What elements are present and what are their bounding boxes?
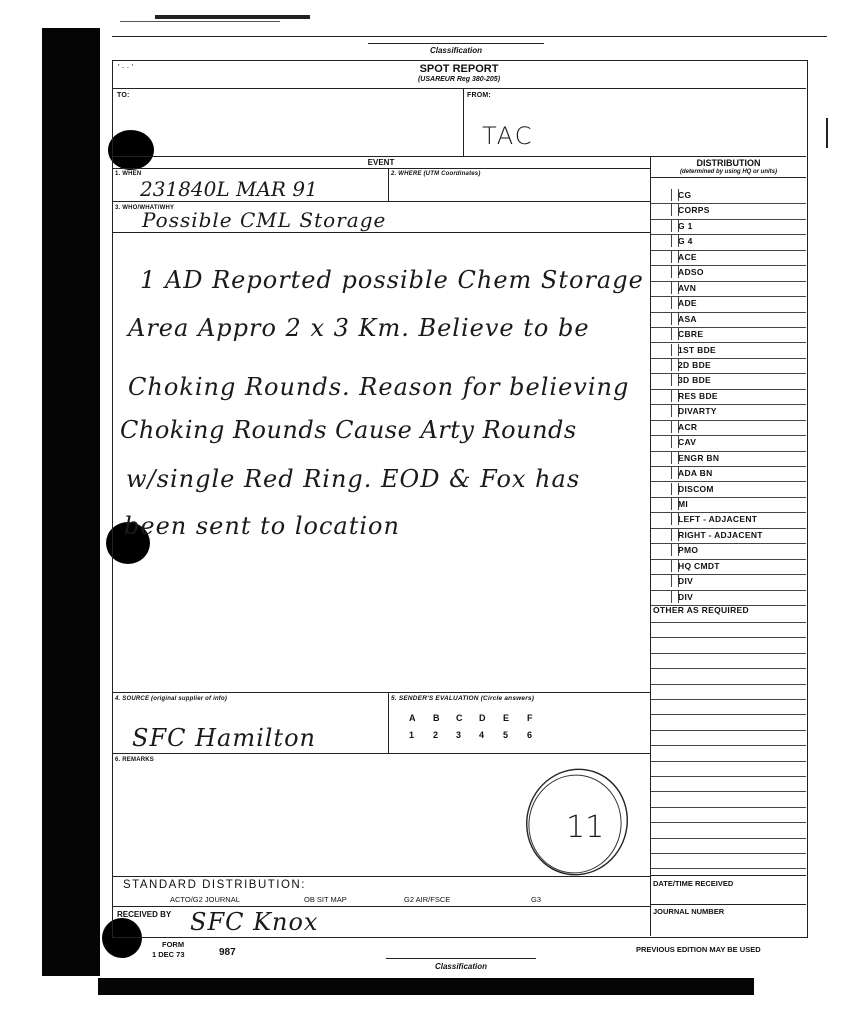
distribution-item-label: G 4 <box>678 236 693 247</box>
scan-border-bottom <box>98 978 754 995</box>
other-row-line <box>651 791 806 792</box>
form-title: SPOT REPORT <box>419 63 499 75</box>
distribution-row <box>651 466 806 482</box>
other-row-line <box>651 745 806 746</box>
distribution-item-label: ACE <box>678 251 697 262</box>
evaluation-letter[interactable]: B <box>433 713 440 723</box>
distribution-row <box>651 482 806 498</box>
distribution-row <box>651 389 806 405</box>
distribution-row <box>651 420 806 436</box>
received-by-value: SFC Knox <box>190 908 319 936</box>
distribution-item-label: RES BDE <box>678 390 718 401</box>
evaluation-letter[interactable]: D <box>479 713 486 723</box>
distribution-item-label: ASA <box>678 313 697 324</box>
standard-distribution-label: STANDARD DISTRIBUTION: <box>123 879 306 891</box>
when-value: 231840L MAR 91 <box>140 177 318 201</box>
distribution-subtitle: (determined by using HQ or units) <box>679 169 777 175</box>
distribution-item-label: PMO <box>678 545 699 556</box>
distribution-item-label: 2D BDE <box>678 359 711 370</box>
distribution-item-label: ENGR BN <box>678 452 720 463</box>
distribution-row <box>651 373 806 389</box>
distribution-item-label: DISCOM <box>678 483 714 494</box>
where-label: 2. WHERE (UTM Coordinates) <box>391 171 481 177</box>
remarks-label: 6. REMARKS <box>115 757 155 763</box>
evaluation-number[interactable]: 3 <box>456 730 462 740</box>
distribution-item-label: G 1 <box>678 220 693 231</box>
distribution-row <box>651 451 806 467</box>
distribution-row <box>651 343 806 359</box>
narrative-line: 1 AD Reported possible Chem Storage <box>140 266 644 294</box>
distribution-item-label: 3D BDE <box>678 375 711 386</box>
distribution-item-label: 1ST BDE <box>678 344 716 355</box>
other-row-line <box>651 622 806 623</box>
narrative-line: been sent to location <box>124 512 400 540</box>
distribution-item-label: ACR <box>678 421 698 432</box>
narrative-line: Choking Rounds Cause Arty Rounds <box>120 416 577 444</box>
other-row-line <box>651 822 806 823</box>
distribution-row <box>651 296 806 312</box>
distribution-row <box>651 559 806 575</box>
date-time-received-label: DATE/TIME RECEIVED <box>653 879 734 888</box>
other-row-line <box>651 761 806 762</box>
evaluation-letter[interactable]: C <box>456 713 463 723</box>
from-value: TAC <box>482 122 534 150</box>
other-row-line <box>651 668 806 669</box>
classification-bottom: Classification <box>434 962 487 971</box>
distribution-title: DISTRIBUTION <box>696 158 761 168</box>
distribution-item-label: RIGHT - ADJACENT <box>678 529 763 540</box>
classification-top: Classification <box>429 46 482 55</box>
other-as-required-label: OTHER AS REQUIRED <box>653 605 749 615</box>
scan-mark-right <box>826 118 828 148</box>
narrative-line: Choking Rounds. Reason for believing <box>128 373 630 401</box>
standard-distribution-item: G2 AIR/FSCE <box>404 895 451 904</box>
distribution-row <box>651 265 806 281</box>
source-value: SFC Hamilton <box>132 724 316 752</box>
previous-edition-note: PREVIOUS EDITION MAY BE USED <box>636 945 761 954</box>
narrative-line: Area Appro 2 x 3 Km. Believe to be <box>128 314 590 342</box>
other-row-line <box>651 699 806 700</box>
distribution-row <box>651 574 806 590</box>
distribution-row <box>651 528 806 544</box>
distribution-item-label: CORPS <box>678 205 710 216</box>
evaluation-letter[interactable]: F <box>527 713 533 723</box>
scan-mark-top <box>155 15 310 19</box>
distribution-row <box>651 250 806 266</box>
form-label: FORM <box>162 940 185 949</box>
distribution-item-label: ADSO <box>678 267 704 278</box>
distribution-item-label: ADE <box>678 298 697 309</box>
evaluation-number[interactable]: 4 <box>479 730 485 740</box>
distribution-item-label: HQ CMDT <box>678 560 720 571</box>
distribution-row <box>651 203 806 219</box>
other-row-line <box>651 776 806 777</box>
form-number: 987 <box>219 947 236 958</box>
distribution-row <box>651 188 806 204</box>
standard-distribution-item: ACTO/G2 JOURNAL <box>170 895 240 904</box>
distribution-item-label: CG <box>678 190 692 200</box>
evaluation-number[interactable]: 2 <box>433 730 439 740</box>
distribution-item-label: CAV <box>678 437 697 448</box>
distribution-row <box>651 327 806 343</box>
form-date: 1 DEC 73 <box>152 950 185 959</box>
when-label: 1. WHEN <box>115 171 142 177</box>
distribution-item-label: DIVARTY <box>678 406 717 417</box>
distribution-row <box>651 312 806 328</box>
distribution-item-label: DIV <box>678 591 694 602</box>
other-row-line <box>651 653 806 654</box>
form-regulation: (USAREUR Reg 380-205) <box>417 76 501 83</box>
other-row-line <box>651 838 806 839</box>
evaluation-number[interactable]: 6 <box>527 730 533 740</box>
distribution-row <box>651 404 806 420</box>
other-row-line <box>651 684 806 685</box>
who-what-why-label: 3. WHO/WHAT/WHY <box>115 205 175 211</box>
other-row-line <box>651 807 806 808</box>
distribution-row <box>651 543 806 559</box>
distribution-row <box>651 497 806 513</box>
evaluation-number[interactable]: 1 <box>409 730 415 740</box>
distribution-row <box>651 219 806 235</box>
other-row-line <box>651 730 806 731</box>
distribution-item-label: LEFT - ADJACENT <box>678 514 758 525</box>
other-row-line <box>651 853 806 854</box>
distribution-row <box>651 435 806 451</box>
standard-distribution-item: G3 <box>531 895 542 904</box>
remarks-circled-note: 11 <box>566 810 605 845</box>
distribution-row <box>651 234 806 250</box>
evaluation-letter[interactable]: E <box>503 713 510 723</box>
standard-distribution-item: OB SIT MAP <box>304 895 347 904</box>
distribution-row <box>651 590 806 606</box>
distribution-row <box>651 358 806 374</box>
journal-number-label: JOURNAL NUMBER <box>653 907 725 916</box>
other-row-line <box>651 637 806 638</box>
who-what-why-value: Possible CML Storage <box>142 208 387 232</box>
source-label: 4. SOURCE (original supplier of info) <box>115 696 228 702</box>
distribution-item-label: CBRE <box>678 329 704 340</box>
from-label: FROM: <box>467 92 491 99</box>
narrative-line: w/single Red Ring. EOD & Fox has <box>126 465 581 493</box>
evaluation-number[interactable]: 5 <box>503 730 509 740</box>
to-label: TO: <box>117 92 130 99</box>
distribution-row <box>651 281 806 297</box>
distribution-row <box>651 512 806 528</box>
event-section-label: EVENT <box>367 158 395 167</box>
scan-border-left <box>42 28 100 976</box>
distribution-item-label: DIV <box>678 576 694 587</box>
evaluation-label: 5. SENDER'S EVALUATION (Circle answers) <box>391 695 535 702</box>
evaluation-letter[interactable]: A <box>409 713 416 723</box>
other-row-line <box>651 868 806 869</box>
received-by-label: RECEIVED BY <box>117 910 172 919</box>
other-row-line <box>651 714 806 715</box>
distribution-item-label: ADA BN <box>678 468 713 479</box>
scan-mark-top-line <box>120 21 280 22</box>
distribution-item-label: MI <box>678 499 689 509</box>
distribution-item-label: AVN <box>678 282 697 293</box>
